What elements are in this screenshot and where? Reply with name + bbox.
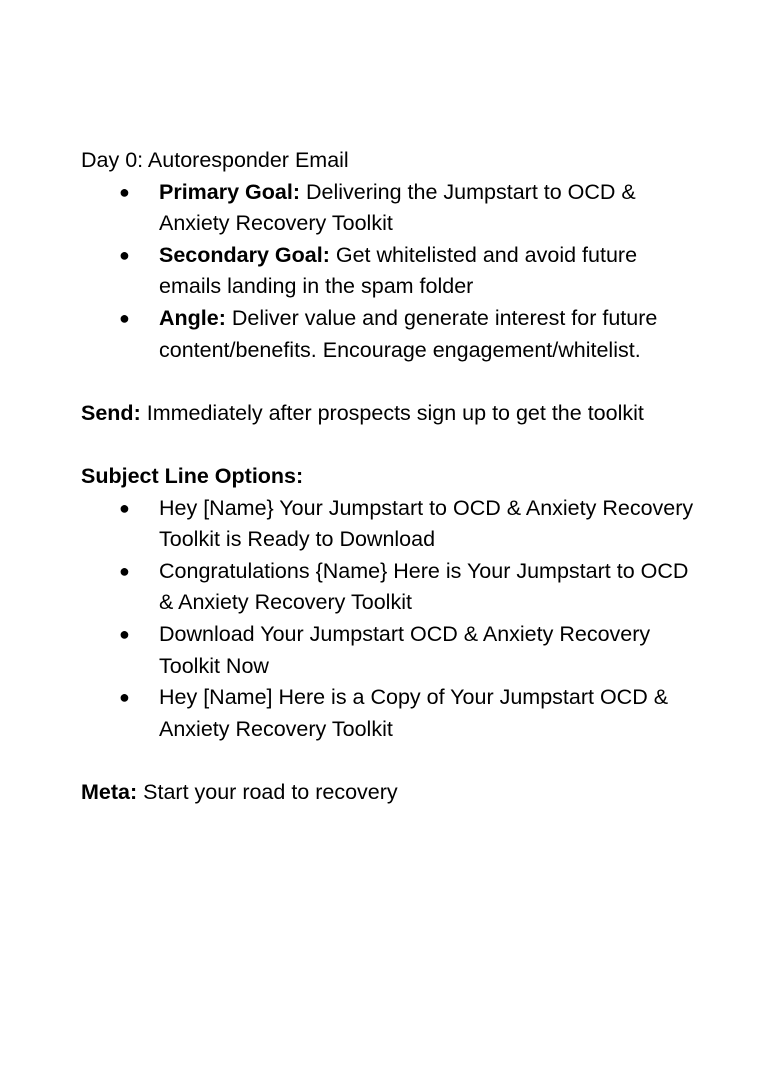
goal-label: Secondary Goal:: [159, 242, 330, 267]
send-label: Send:: [81, 400, 141, 425]
subject-lines-list: [81, 493, 701, 746]
meta-label: Meta:: [81, 779, 138, 804]
goal-text: Get whitelisted and avoid future emails landing in the spam folder: [159, 242, 638, 299]
meta-text: Start your road to recovery: [143, 779, 398, 804]
bullet-icon: ●: [119, 497, 130, 518]
bullet-icon: ●: [119, 181, 130, 202]
bullet-icon: ●: [119, 307, 130, 328]
send-paragraph: [81, 398, 701, 430]
subject-lines-heading: [81, 461, 701, 493]
bullet-icon: ●: [119, 623, 130, 644]
goal-item-primary: [81, 177, 701, 240]
meta-paragraph: [81, 777, 701, 809]
goal-label: Primary Goal:: [159, 179, 300, 204]
subject-line-item: [81, 556, 701, 619]
send-text: Immediately after prospects sign up to get the toolkit: [146, 400, 644, 425]
bullet-icon: ●: [119, 560, 130, 581]
subject-lines-label: Subject Line Options:: [81, 463, 304, 488]
spacer: [81, 429, 701, 461]
goal-item-angle: [81, 303, 701, 366]
subject-line-text: Hey [Name] Here is a Copy of Your Jumpstart OCD & Anxiety Recovery Toolkit: [159, 685, 669, 741]
spacer: [81, 745, 701, 777]
goal-item-secondary: [81, 240, 701, 303]
goal-text: Delivering the Jumpstart to OCD & Anxiety Recovery Toolkit: [159, 179, 636, 236]
email-heading: Day 0: Autoresponder Email: [81, 148, 349, 172]
spacer: [81, 366, 701, 398]
subject-line-item: [81, 493, 701, 556]
subject-line-item: [81, 682, 701, 745]
subject-line-item: [81, 619, 701, 682]
goal-text: Deliver value and generate interest for future content/benefits. Encourage engagement/whitelist.: [159, 305, 658, 362]
bullet-icon: ●: [119, 244, 130, 265]
subject-line-text: Download Your Jumpstart OCD & Anxiety Recovery Toolkit Now: [159, 621, 651, 678]
subject-line-text: Hey [Name} Your Jumpstart to OCD & Anxiety Recovery Toolkit is Ready to Download: [159, 495, 694, 552]
bullet-icon: ●: [119, 687, 130, 708]
document-page: [81, 145, 701, 808]
goals-list: [81, 177, 701, 367]
subject-line-text: Congratulations {Name} Here is Your Jumpstart to OCD & Anxiety Recovery Toolkit: [159, 558, 689, 615]
goal-label: Angle:: [159, 305, 226, 330]
